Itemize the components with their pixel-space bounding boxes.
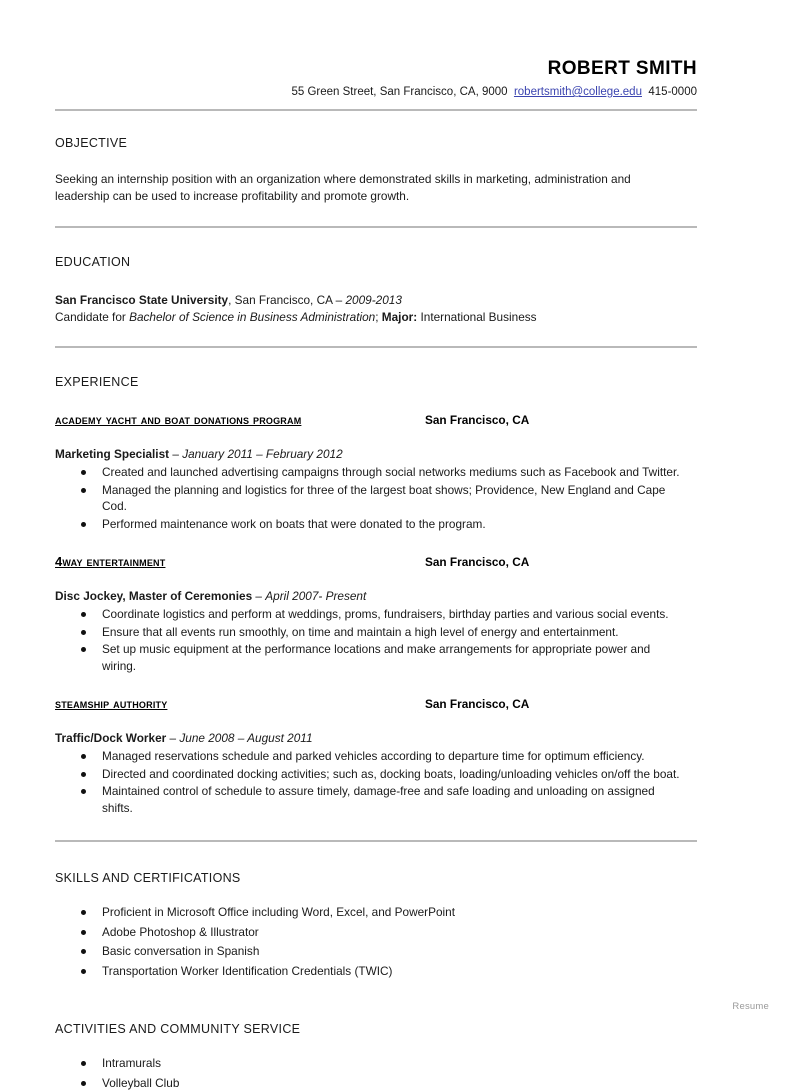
education-school-line	[55, 292, 697, 309]
section-title-activities: ACTIVITIES AND COMMUNITY SERVICE	[55, 1021, 697, 1037]
activities-list	[55, 1055, 697, 1091]
candidate-name: ROBERT SMITH	[55, 58, 697, 80]
list-item: Performed maintenance work on boats that were donated to the program.	[55, 516, 685, 533]
list-item: Created and launched advertising campaigns through social networks mediums such as Facebook and Twitter.	[55, 464, 685, 481]
experience-location: San Francisco, CA	[425, 413, 697, 427]
experience-dates: June 2008 – August 2011	[179, 731, 312, 745]
experience-location: San Francisco, CA	[425, 697, 697, 711]
contact-email-link[interactable]: robertsmith@college.edu	[514, 86, 642, 98]
resume-content	[55, 0, 697, 1091]
experience-dates: January 2011 – February 2012	[182, 447, 342, 461]
education-major-value: International Business	[417, 310, 536, 324]
experience-role: Marketing Specialist	[55, 447, 169, 461]
experience-entry-header	[55, 554, 697, 569]
experience-bullet-list	[55, 748, 697, 816]
list-item: Transportation Worker Identification Credentials (TWIC)	[55, 963, 697, 980]
experience-role-separator: –	[169, 447, 182, 461]
experience-entry-header	[55, 412, 697, 427]
experience-location: San Francisco, CA	[425, 555, 697, 569]
list-item: Directed and coordinated docking activities; such as, docking boats, loading/unloading vehicles on/off the boat.	[55, 766, 685, 783]
list-item: Set up music equipment at the performance locations and make arrangements for appropriate power and wiring.	[55, 641, 685, 674]
education-school-location: , San Francisco, CA –	[228, 293, 345, 307]
section-title-education: EDUCATION	[55, 254, 697, 270]
resume-header	[55, 0, 697, 100]
experience-company: steamship authority	[55, 696, 167, 711]
footer-label: Resume	[732, 1001, 769, 1012]
objective-text: Seeking an internship position with an organization where demonstrated skills in marketing, administration and leadership can be used to increase profitability and promote growth.	[55, 171, 687, 204]
list-item: Proficient in Microsoft Office including Word, Excel, and PowerPoint	[55, 904, 697, 921]
education-school: San Francisco State University	[55, 293, 228, 307]
experience-company: academy yacht and boat donations program	[55, 412, 301, 427]
experience-dates: April 2007- Present	[265, 589, 366, 603]
divider-experience	[55, 840, 697, 842]
contact-line	[55, 85, 697, 100]
section-title-objective: OBJECTIVE	[55, 135, 697, 151]
experience-role: Disc Jockey, Master of Ceremonies	[55, 589, 252, 603]
contact-address: 55 Green Street, San Francisco, CA, 9000	[291, 86, 507, 98]
divider-education	[55, 346, 697, 348]
divider-header	[55, 109, 697, 111]
experience-bullet-list	[55, 464, 697, 532]
divider-objective	[55, 226, 697, 228]
education-major-separator: ;	[375, 310, 382, 324]
list-item: Managed reservations schedule and parked vehicles according to departure time for optimum efficiency.	[55, 748, 685, 765]
list-item: Adobe Photoshop & Illustrator	[55, 924, 697, 941]
experience-entry-header	[55, 696, 697, 711]
experience-role-line	[55, 588, 697, 604]
experience-role-separator: –	[166, 731, 179, 745]
contact-phone: 415-0000	[648, 86, 697, 98]
list-item: Ensure that all events run smoothly, on time and maintain a high level of energy and entertainment.	[55, 624, 685, 641]
experience-entry	[55, 696, 697, 816]
list-item: Intramurals	[55, 1055, 697, 1072]
education-degree: Bachelor of Science in Business Administration	[129, 310, 375, 324]
experience-entry	[55, 554, 697, 674]
education-years: 2009-2013	[345, 293, 401, 307]
education-degree-line	[55, 309, 697, 326]
experience-entry	[55, 412, 697, 532]
list-item: Managed the planning and logistics for three of the largest boat shows; Providence, New England and Cape Cod.	[55, 482, 685, 515]
education-candidate-prefix: Candidate for	[55, 310, 129, 324]
experience-role-separator: –	[252, 589, 265, 603]
list-item: Volleyball Club	[55, 1075, 697, 1091]
education-entry	[55, 292, 697, 326]
list-item: Maintained control of schedule to assure timely, damage-free and safe loading and unloading on assigned shifts.	[55, 783, 685, 816]
list-item: Basic conversation in Spanish	[55, 943, 697, 960]
skills-list	[55, 904, 697, 979]
list-item: Coordinate logistics and perform at weddings, proms, fundraisers, birthday parties and various social events.	[55, 606, 685, 623]
experience-role-line	[55, 730, 697, 746]
experience-company: 4way entertainment	[55, 554, 165, 569]
experience-role-line	[55, 446, 697, 462]
education-major-label: Major:	[382, 310, 417, 324]
section-title-skills: SKILLS AND CERTIFICATIONS	[55, 870, 697, 886]
experience-role: Traffic/Dock Worker	[55, 731, 166, 745]
experience-bullet-list	[55, 606, 697, 674]
section-title-experience: EXPERIENCE	[55, 374, 697, 390]
